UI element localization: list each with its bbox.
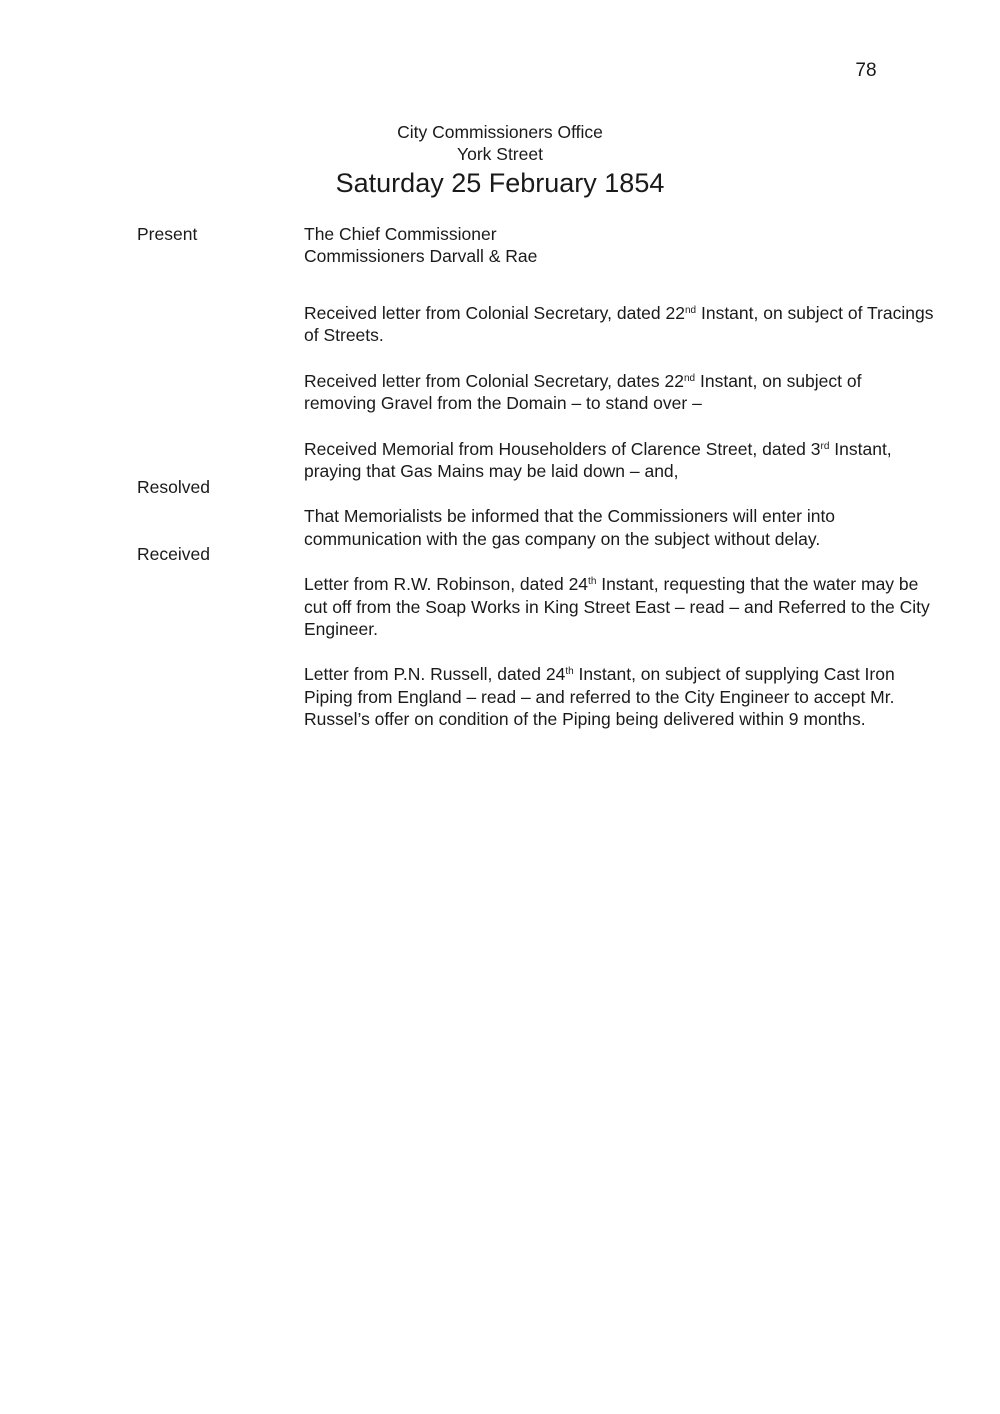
minute-entry xyxy=(304,505,934,550)
minute-entry xyxy=(304,370,934,415)
entry-text: Instant, praying that Gas Mains may be laid down – and, xyxy=(304,438,892,482)
entry-text: Instant, on subject of removing Gravel from the Domain – to stand over – xyxy=(304,370,862,414)
minute-entry xyxy=(304,438,934,483)
entry-text: Instant, on subject of supplying Cast Iron Piping from England – read – and referred to the City Engineer to accept Mr. Russel’s offer on condition of the Piping being delivered within 9 months. xyxy=(304,664,895,730)
ordinal-suffix: nd xyxy=(684,305,697,316)
resolved-label: Resolved xyxy=(137,477,210,497)
ordinal-suffix: th xyxy=(588,576,597,588)
entry-text: Received letter from Colonial Secretary, dated 22 xyxy=(304,303,685,323)
present-list xyxy=(304,223,537,267)
office-street: York Street xyxy=(457,144,543,164)
ordinal-suffix: th xyxy=(565,666,574,678)
document-header xyxy=(0,121,1000,201)
entry-text: That Memorialists be informed that the Commissioners will enter into communication with the gas company on the subject without delay. xyxy=(304,506,836,549)
present-label: Present xyxy=(137,224,198,244)
present-line: Commissioners Darvall & Rae xyxy=(304,246,538,266)
entry-text: Letter from P.N. Russell, dated 24 xyxy=(304,664,566,685)
received-label: Received xyxy=(137,544,210,564)
present-line: The Chief Commissioner xyxy=(304,224,497,244)
entry-text: Received letter from Colonial Secretary, dates 22 xyxy=(304,370,684,391)
ordinal-suffix: nd xyxy=(684,372,696,384)
ordinal-suffix: rd xyxy=(820,440,830,452)
entry-text: Instant, on subject of Tracings of Streets. xyxy=(304,303,934,346)
entry-text: Received Memorial from Householders of Clarence Street, dated 3 xyxy=(304,438,821,459)
minutes-entries xyxy=(304,302,934,754)
meeting-date: Saturday 25 February 1854 xyxy=(335,168,665,198)
minute-entry xyxy=(304,573,934,640)
minute-entry xyxy=(304,663,934,730)
entry-text: Letter from R.W. Robinson, dated 24 xyxy=(304,574,589,595)
office-name: City Commissioners Office xyxy=(397,122,603,142)
minute-entry xyxy=(304,302,934,347)
entry-text: Instant, requesting that the water may be cut off from the Soap Works in King Street East – read – and Referred to the City Engineer. xyxy=(304,574,930,640)
page-number: 78 xyxy=(855,60,877,81)
